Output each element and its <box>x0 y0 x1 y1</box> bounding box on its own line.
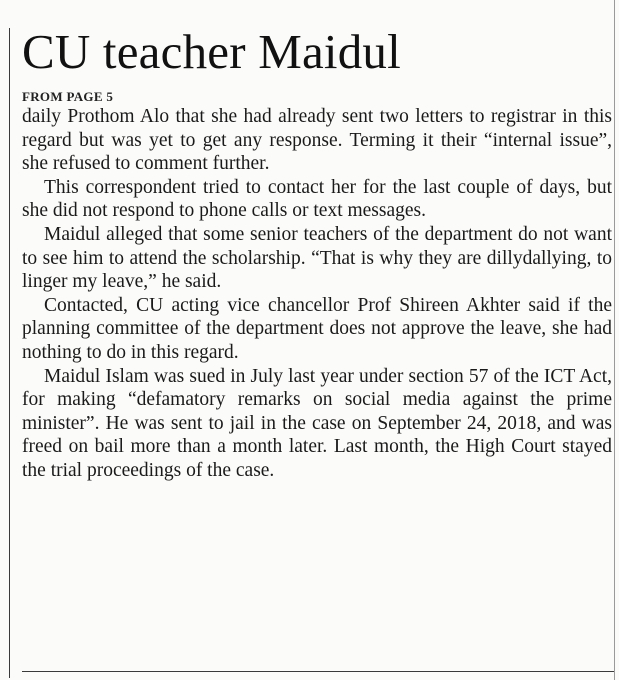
column-rule-left <box>9 28 10 678</box>
article-bottom-rule <box>22 671 614 672</box>
continued-from-label: FROM PAGE 5 <box>22 89 114 104</box>
paragraph-2: This correspondent tried to contact her for the last couple of days, but she did not respond to phone calls or text messages. <box>22 176 612 222</box>
article-body <box>22 105 612 483</box>
article <box>22 22 612 483</box>
paragraph-3: Maidul alleged that some senior teachers of the department do not want to see him to attend the scholarship. “That is why they are dillydallying, to linger my leave,” he said. <box>22 223 612 293</box>
paragraph-5: Maidul Islam was sued in July last year under section 57 of the ICT Act, for making “defamatory remarks on social media against the prime minister”. He was sent to jail in the case on September 24, 2018, and was freed on bail more than a month later. Last month, the High Court stayed the trial proceedings of the case. <box>22 365 612 481</box>
headline: CU teacher Maidul <box>22 24 401 79</box>
column-rule-right <box>614 0 615 680</box>
paragraph-1: daily Prothom Alo that she had already sent two letters to registrar in this regard but was yet to get any response. Terming it their “internal issue”, she refused to comment further. <box>22 106 612 175</box>
paragraph-4: Contacted, CU acting vice chancellor Prof Shireen Akhter said if the planning committee of the department does not approve the leave, she had nothing to do in this regard. <box>22 294 612 363</box>
